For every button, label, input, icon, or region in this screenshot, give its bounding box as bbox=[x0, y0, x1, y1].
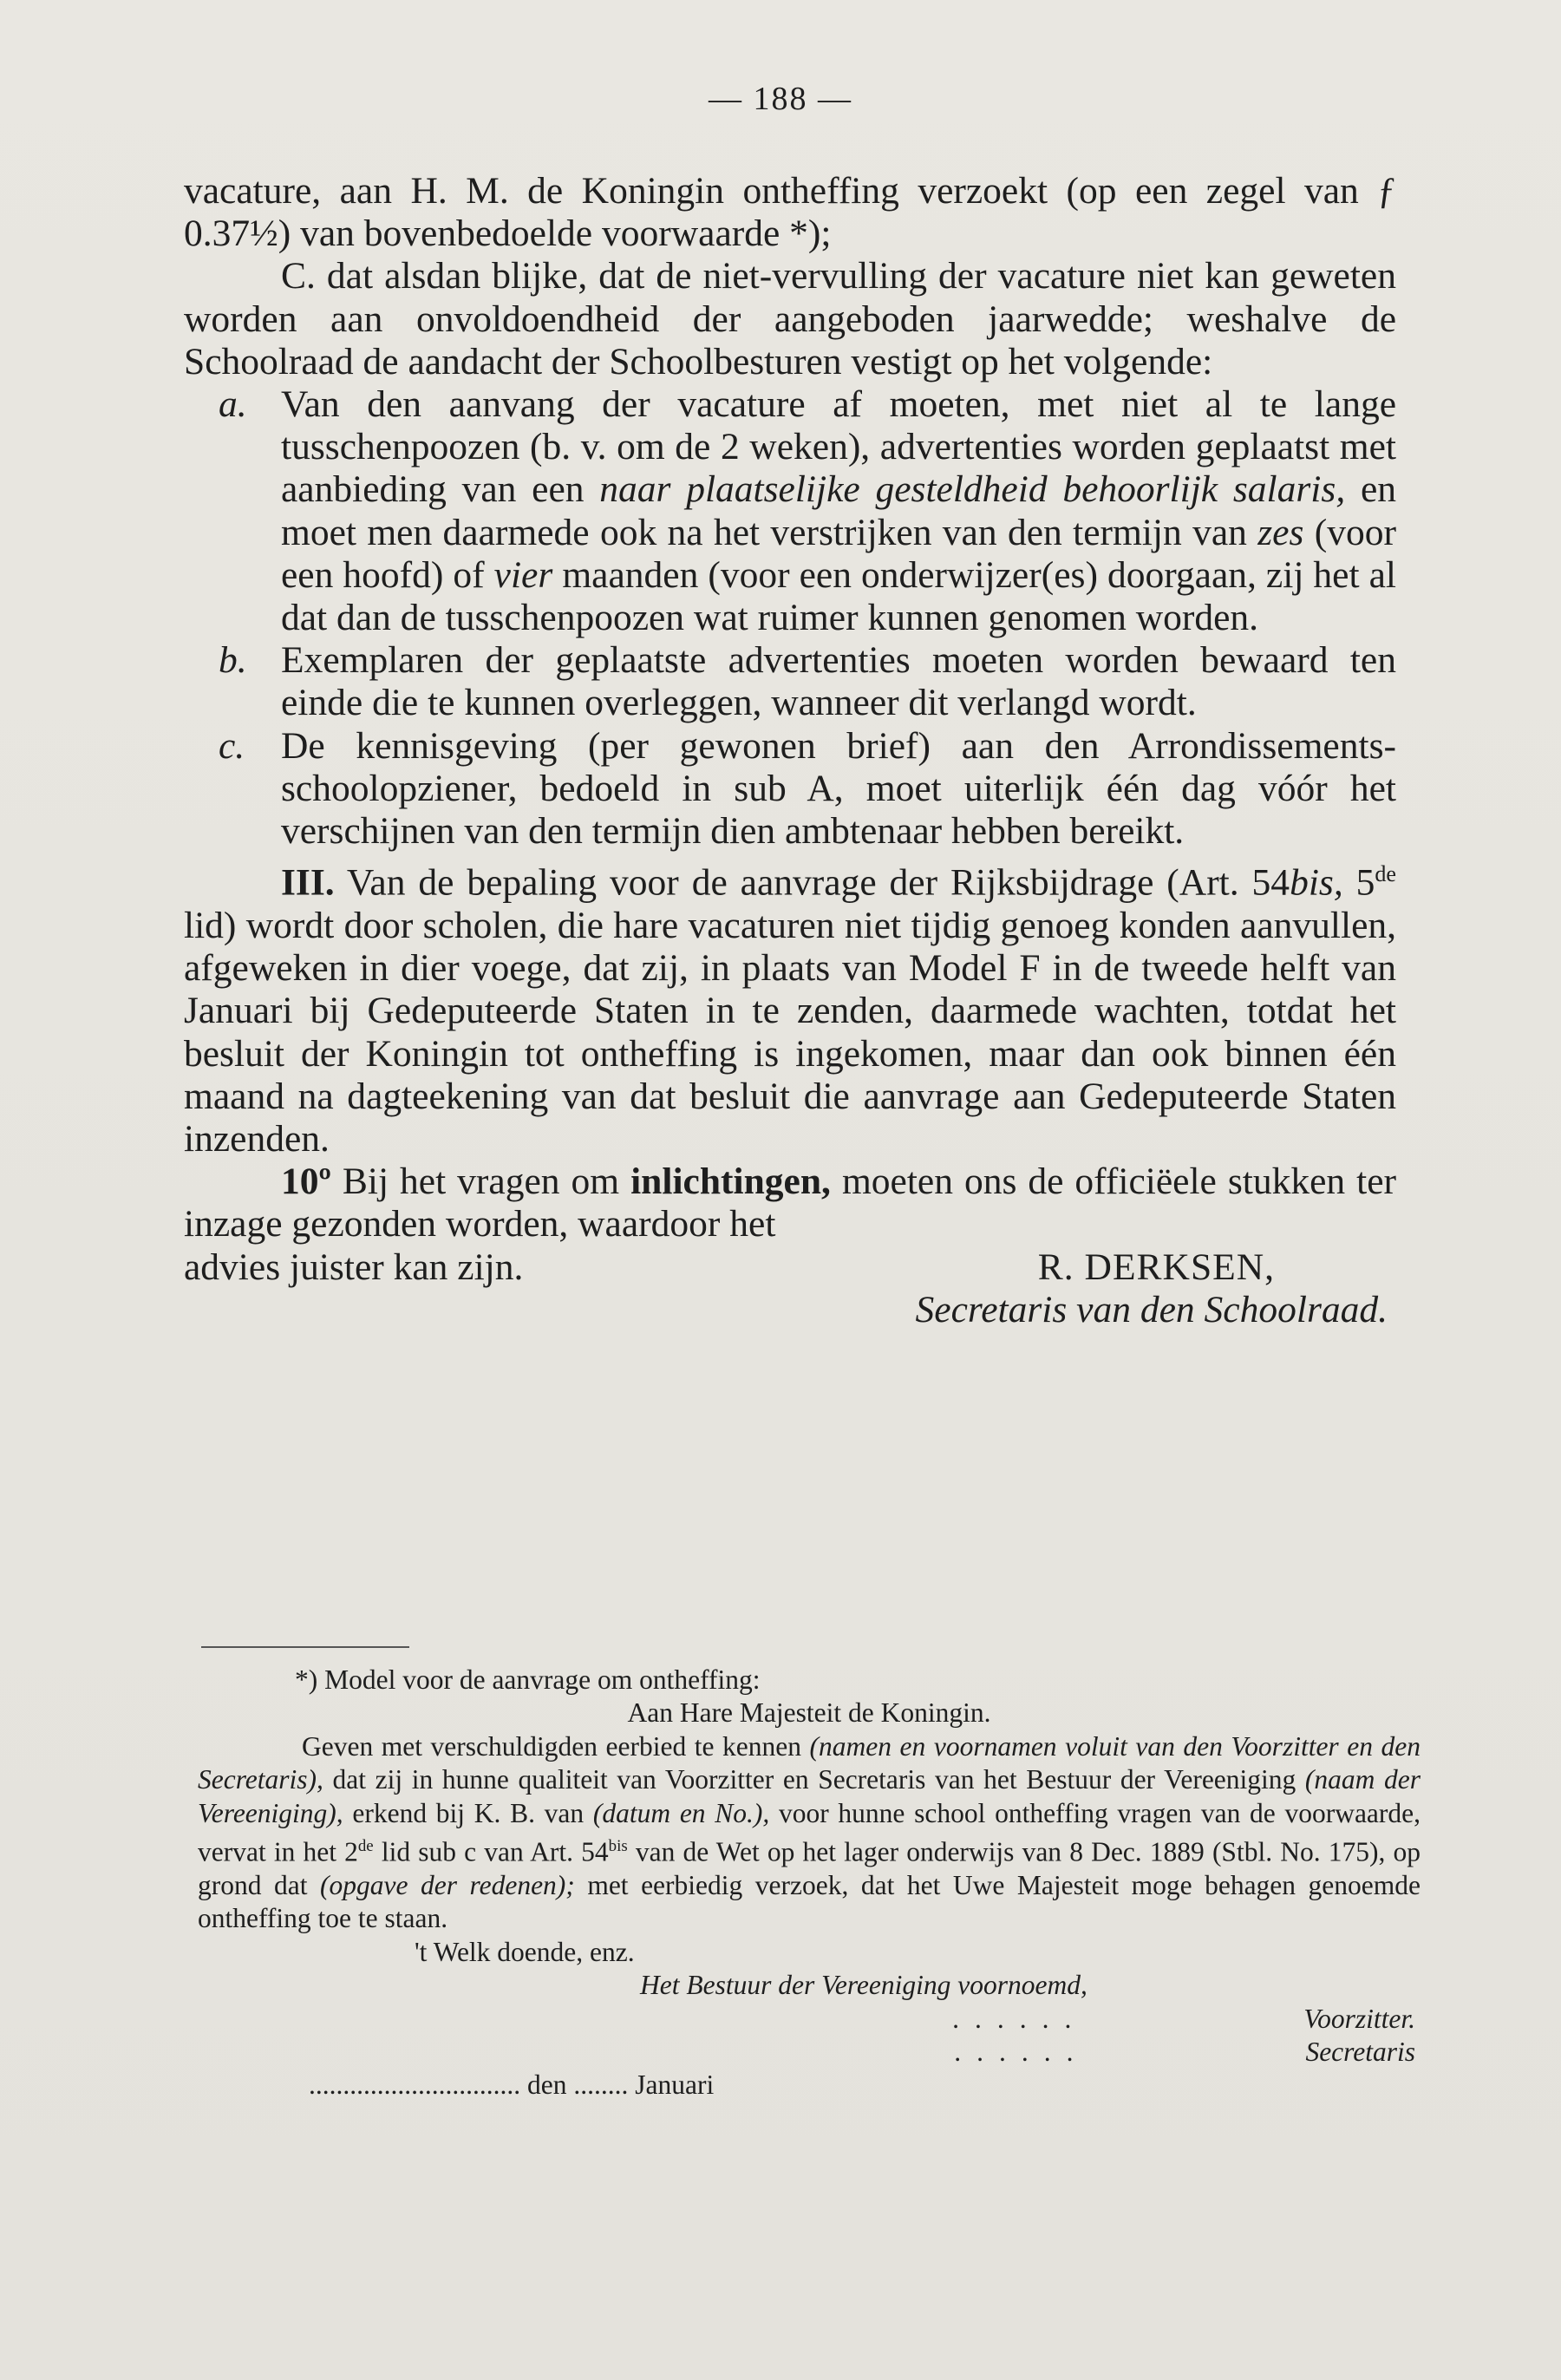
section-label: III. bbox=[281, 861, 335, 904]
paragraph-10: 10º Bij het vragen om inlichtingen, moeten ons de officiëele stukken ter inzage gezonden worden, waardoor het bbox=[184, 1161, 1397, 1246]
item-label: c. bbox=[219, 724, 245, 767]
signature-row: advies juister kan zijn. R. DERKSEN, bbox=[184, 1246, 1396, 1289]
list-item-a: a. Van den aanvang der vacature af moeten, met niet al te lange tusschenpoozen (b. v. om de 2 weken), advertenties worden geplaatst met aanbieding van een naar plaatselijke gesteldheid behoorlijk salaris, en moet men daarmede ook na het verstrijken van den termijn van zes (voor een hoofd) of vier maanden (voor een onderwijzer(es) doorgaan, zij het al dat dan de tusschenpoozen wat ruimer kunnen genomen worden. bbox=[219, 383, 1397, 639]
footnote-chair-row: ...... Voorzitter. bbox=[952, 2003, 1415, 2034]
paragraph-iii: III. Van de bepaling voor de aanvrage der Rijksbijdrage (Art. 54bis, 5de lid) wordt door scholen, die hare vacaturen niet tijdig genoeg konden aanvullen, afgeweken in dier voege, dat zij, in plaats van Model F in de tweede helft van Januari bij Gedeputeerde Staten in te zenden, daarmede wachten, totdat het besluit der Koningin tot ontheffing is ingekomen, maar dan ook binnen één maand na dagteekening van dat besluit die aanvrage aan Gedeputeerde Staten inzenden. bbox=[184, 861, 1397, 1160]
footnote-place-date: ............................... den ........ Januari bbox=[309, 2069, 715, 2101]
item-label: b. bbox=[219, 639, 247, 682]
item-label: a. bbox=[219, 383, 247, 426]
footnote-board: Het Bestuur der Vereeniging voornoemd, bbox=[640, 1970, 1087, 2001]
paragraph-c: C. dat alsdan blijke, dat de niet-vervulling der vacature niet kan geweten worden aan onvoldoendheid der aangeboden jaarwedde; weshalve de Schoolraad de aandacht der Schoolbesturen vestigt op het volgende: bbox=[184, 255, 1396, 382]
list-item-b: b. Exemplaren der geplaatste advertenties moeten worden bewaard ten einde die te kunnen overleggen, wanneer dit verlangd wordt. bbox=[219, 639, 1396, 724]
footnote-heading: *) Model voor de aanvrage om ontheffing: bbox=[295, 1664, 761, 1695]
footnote bbox=[198, 1664, 1421, 2102]
footnote-address: Aan Hare Majesteit de Koningin. bbox=[627, 1697, 991, 1729]
signature-title: Secretaris van den Schoolraad. bbox=[915, 1288, 1388, 1331]
footnote-secretary-row: ...... Secretaris bbox=[954, 2036, 1415, 2067]
lead-paragraph: vacature, aan H. M. de Koningin ontheffing verzoekt (op een zegel van ƒ 0.37½) van bovenbedoelde voorwaarde *); bbox=[184, 170, 1396, 255]
footnote-closing: 't Welk doende, enz. bbox=[415, 1936, 635, 1967]
signature-name: R. DERKSEN, bbox=[1037, 1246, 1275, 1288]
section-label: 10º bbox=[281, 1161, 331, 1203]
page-number: — 188 — bbox=[709, 81, 852, 117]
footnote-body: Geven met verschuldigden eerbied te kennen (namen en voornamen voluit van den Voorzitter en den Secretaris), dat zij in hunne qualiteit van Voorzitter en Secretaris van het Bestuur der Vereeniging (naam der Vereeniging), erkend bij K. B. van (datum en No.), voor hunne school ontheffing vragen van de voorwaarde, vervat in het 2de lid sub c van Art. $54^{bis}$ van de Wet op het lager onderwijs van 8 Dec. 1889 (Stbl. No. 175), op grond dat (opgave der redenen); met eerbiedig verzoek, dat het Uwe Majesteit moge behagen genoemde ontheffing toe te staan. bbox=[198, 1730, 1421, 1934]
body-text bbox=[184, 170, 1396, 1331]
list-item-c: c. De kennisgeving (per gewonen brief) aan den Arrondissements-schoolopziener, bedoeld in sub A, moet uiterlijk één dag vóór het verschijnen van den termijn dien ambtenaar hebben bereikt. bbox=[219, 724, 1396, 853]
footnote-divider bbox=[201, 1646, 409, 1648]
